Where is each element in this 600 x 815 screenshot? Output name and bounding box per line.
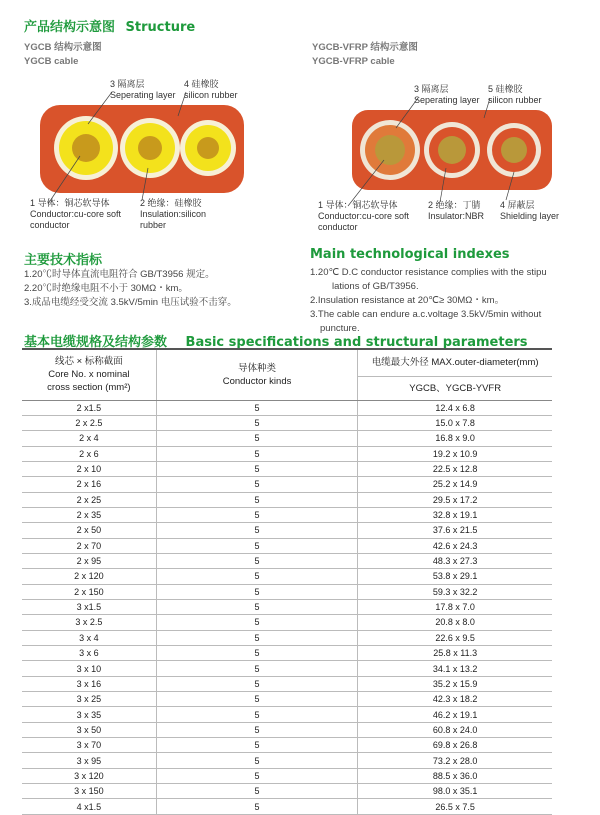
- table-row: [22, 661, 552, 676]
- spec-outer-diameter: 48.3 x 27.3: [358, 553, 552, 568]
- spec-outer-diameter: 46.2 x 19.1: [358, 707, 552, 722]
- table-row: [22, 615, 552, 630]
- spec-core-section: 2 x 120: [22, 569, 156, 584]
- table-row: [22, 707, 552, 722]
- spec-outer-diameter: 35.2 x 15.9: [358, 676, 552, 691]
- spec-core-section: 2 x 4: [22, 431, 156, 446]
- spec-core-section: 2 x 16: [22, 477, 156, 492]
- spec-outer-diameter: 19.2 x 10.9: [358, 446, 552, 461]
- right-label-4-cn: 4 屏蔽层: [500, 200, 535, 210]
- spec-conductor-kind: 5: [156, 584, 358, 599]
- col3-header: 电缆最大外径 MAX.outer-diameter(mm): [358, 350, 552, 376]
- spec-outer-diameter: 29.5 x 17.2: [358, 492, 552, 507]
- spec-outer-diameter: 15.0 x 7.8: [358, 415, 552, 430]
- spec-core-section: 2 x 35: [22, 507, 156, 522]
- spec-outer-diameter: 60.8 x 24.0: [358, 722, 552, 737]
- col3-subheader: YGCB、YGCB-YVFR: [358, 376, 552, 400]
- spec-conductor-kind: 5: [156, 400, 358, 415]
- left-label-1-cn: 1 导体：铜芯软导体: [30, 198, 110, 208]
- spec-core-section: 2 x 2.5: [22, 415, 156, 430]
- spec-outer-diameter: 88.5 x 36.0: [358, 768, 552, 783]
- spec-conductor-kind: 5: [156, 768, 358, 783]
- table-row: [22, 446, 552, 461]
- spec-core-section: 2 x 10: [22, 461, 156, 476]
- table-row: [22, 692, 552, 707]
- spec-core-section: 2 x 95: [22, 553, 156, 568]
- indexes-en-item-2: 2.Insulation resistance at 20℃≥ 30MΩ・km。: [310, 295, 505, 306]
- spec-conductor-kind: 5: [156, 507, 358, 522]
- table-row: [22, 461, 552, 476]
- indexes-en-item-1: 1.20℃ D.C conductor resistance complies with the stipu: [310, 267, 547, 278]
- spec-core-section: 3 x 16: [22, 676, 156, 691]
- right-label-3-cn: 3 隔离层: [414, 84, 449, 94]
- right-cable-name-en: YGCB-VFRP cable: [312, 56, 395, 67]
- spec-core-section: 2 x 6: [22, 446, 156, 461]
- table-row: [22, 768, 552, 783]
- ygcb-vfrp-cable-cross-section: [352, 110, 552, 190]
- spec-core-section: 3 x1.5: [22, 599, 156, 614]
- spec-outer-diameter: 42.3 x 18.2: [358, 692, 552, 707]
- right-label-2-cn: 2 绝缘：丁腈: [428, 200, 481, 210]
- page-title-cn: 产品结构示意图: [24, 20, 116, 35]
- spec-conductor-kind: 5: [156, 492, 358, 507]
- indexes-en-item-3-cont: puncture.: [320, 323, 360, 334]
- right-label-1-en: Conductor:cu-core soft: [318, 211, 410, 221]
- specs-table: [22, 350, 552, 815]
- spec-conductor-kind: 5: [156, 553, 358, 568]
- spec-conductor-kind: 5: [156, 692, 358, 707]
- spec-outer-diameter: 26.5 x 7.5: [358, 799, 552, 814]
- page-title-en: Structure: [125, 20, 196, 35]
- ygcb-cable-cross-section: [40, 105, 244, 193]
- indexes-cn-item-3: 3.成品电缆经受交流 3.5kV/5min 电压试验不击穿。: [24, 297, 237, 308]
- spec-conductor-kind: 5: [156, 569, 358, 584]
- left-label-2-en: Insulation:silicon: [140, 209, 207, 219]
- spec-outer-diameter: 22.5 x 12.8: [358, 461, 552, 476]
- left-label-4-cn: 4 硅橡胶: [184, 79, 219, 89]
- table-row: [22, 415, 552, 430]
- spec-core-section: 3 x 150: [22, 784, 156, 799]
- left-label-3-cn: 3 隔离层: [110, 79, 145, 89]
- spec-conductor-kind: 5: [156, 477, 358, 492]
- spec-core-section: 4 x1.5: [22, 799, 156, 814]
- spec-outer-diameter: 25.2 x 14.9: [358, 477, 552, 492]
- spec-core-section: 3 x 10: [22, 661, 156, 676]
- table-row: [22, 492, 552, 507]
- table-row: [22, 646, 552, 661]
- spec-outer-diameter: 17.8 x 7.0: [358, 599, 552, 614]
- spec-core-section: 2 x1.5: [22, 400, 156, 415]
- spec-core-section: 3 x 4: [22, 630, 156, 645]
- indexes-cn-item-1: 1.20℃时导体直流电阻符合 GB/T3956 规定。: [24, 269, 215, 280]
- table-row: [22, 599, 552, 614]
- table-row: [22, 799, 552, 814]
- col2-header-cn: 导体种类: [238, 362, 277, 374]
- left-label-1-en-2: conductor: [30, 220, 70, 230]
- spec-conductor-kind: 5: [156, 523, 358, 538]
- spec-core-section: 3 x 6: [22, 646, 156, 661]
- spec-conductor-kind: 5: [156, 415, 358, 430]
- spec-outer-diameter: 16.8 x 9.0: [358, 431, 552, 446]
- spec-core-section: 2 x 70: [22, 538, 156, 553]
- indexes-cn-item-2: 2.20℃时绝缘电阻不小于 30MΩ・km。: [24, 283, 188, 294]
- spec-conductor-kind: 5: [156, 799, 358, 814]
- table-row: [22, 553, 552, 568]
- right-label-5-en: silicon rubber: [488, 95, 542, 105]
- left-label-3-en: Seperating layer: [110, 90, 176, 100]
- spec-core-section: 3 x 70: [22, 738, 156, 753]
- spec-conductor-kind: 5: [156, 446, 358, 461]
- right-label-3-en: Seperating layer: [414, 95, 480, 105]
- table-row: [22, 400, 552, 415]
- indexes-en-title: Main technological indexes: [310, 247, 510, 262]
- spec-conductor-kind: 5: [156, 615, 358, 630]
- spec-conductor-kind: 5: [156, 599, 358, 614]
- right-label-1-cn: 1 导体：铜芯软导体: [318, 200, 398, 210]
- table-row: [22, 630, 552, 645]
- left-cable-name-cn: YGCB 结构示意图: [24, 42, 102, 53]
- left-label-1-en: Conductor:cu-core soft: [30, 209, 122, 219]
- spec-conductor-kind: 5: [156, 461, 358, 476]
- spec-core-section: 2 x 150: [22, 584, 156, 599]
- spec-outer-diameter: 25.8 x 11.3: [358, 646, 552, 661]
- table-row: [22, 738, 552, 753]
- spec-conductor-kind: 5: [156, 676, 358, 691]
- spec-conductor-kind: 5: [156, 431, 358, 446]
- spec-outer-diameter: 73.2 x 28.0: [358, 753, 552, 768]
- left-cable-name-en: YGCB cable: [24, 56, 79, 67]
- spec-conductor-kind: 5: [156, 738, 358, 753]
- spec-conductor-kind: 5: [156, 707, 358, 722]
- table-row: [22, 784, 552, 799]
- spec-outer-diameter: 34.1 x 13.2: [358, 661, 552, 676]
- col2-header-en: Conductor kinds: [222, 375, 292, 387]
- right-label-4-en: Shielding layer: [500, 211, 560, 221]
- col1-header-cn: 线芯 × 标称截面: [54, 356, 123, 368]
- spec-outer-diameter: 22.6 x 9.5: [358, 630, 552, 645]
- left-label-2-en-2: rubber: [140, 220, 167, 230]
- spec-outer-diameter: 42.6 x 24.3: [358, 538, 552, 553]
- spec-core-section: 3 x 2.5: [22, 615, 156, 630]
- spec-conductor-kind: 5: [156, 722, 358, 737]
- specs-title-cn: 基本电缆规格及结构参数: [24, 335, 168, 350]
- spec-core-section: 2 x 50: [22, 523, 156, 538]
- table-row: [22, 569, 552, 584]
- spec-outer-diameter: 69.8 x 26.8: [358, 738, 552, 753]
- right-label-5-cn: 5 硅橡胶: [488, 84, 523, 94]
- spec-conductor-kind: 5: [156, 630, 358, 645]
- col1-header-en: Core No. x nominal: [48, 369, 130, 381]
- spec-outer-diameter: 37.6 x 21.5: [358, 523, 552, 538]
- left-label-4-en: silicon rubber: [184, 90, 238, 100]
- spec-core-section: 2 x 25: [22, 492, 156, 507]
- left-label-2-cn: 2 绝缘：硅橡胶: [140, 198, 202, 208]
- spec-core-section: 3 x 50: [22, 722, 156, 737]
- table-row: [22, 753, 552, 768]
- spec-outer-diameter: 53.8 x 29.1: [358, 569, 552, 584]
- spec-core-section: 3 x 25: [22, 692, 156, 707]
- spec-core-section: 3 x 95: [22, 753, 156, 768]
- table-row: [22, 722, 552, 737]
- table-row: [22, 507, 552, 522]
- spec-outer-diameter: 32.8 x 19.1: [358, 507, 552, 522]
- right-cable-name-cn: YGCB-VFRP 结构示意图: [312, 42, 418, 53]
- table-row: [22, 538, 552, 553]
- indexes-cn-title: 主要技术指标: [24, 253, 103, 268]
- table-row: [22, 584, 552, 599]
- indexes-en-item-3: 3.The cable can endure a.c.voltage 3.5kV/5min without: [310, 309, 542, 320]
- spec-outer-diameter: 20.8 x 8.0: [358, 615, 552, 630]
- spec-outer-diameter: 98.0 x 35.1: [358, 784, 552, 799]
- spec-conductor-kind: 5: [156, 646, 358, 661]
- table-row: [22, 676, 552, 691]
- table-row: [22, 431, 552, 446]
- spec-outer-diameter: 12.4 x 6.8: [358, 400, 552, 415]
- right-label-1-en-2: conductor: [318, 222, 358, 232]
- spec-outer-diameter: 59.3 x 32.2: [358, 584, 552, 599]
- right-label-2-en: Insulator:NBR: [428, 211, 485, 221]
- col1-header-en-2: cross section (mm²): [47, 382, 131, 394]
- specs-title-en: Basic specifications and structural parameters: [185, 335, 528, 350]
- table-row: [22, 477, 552, 492]
- indexes-en-item-1-cont: lations of GB/T3956.: [332, 281, 419, 292]
- spec-core-section: 3 x 120: [22, 768, 156, 783]
- spec-core-section: 3 x 35: [22, 707, 156, 722]
- table-row: [22, 523, 552, 538]
- spec-conductor-kind: 5: [156, 661, 358, 676]
- spec-conductor-kind: 5: [156, 538, 358, 553]
- spec-conductor-kind: 5: [156, 753, 358, 768]
- spec-conductor-kind: 5: [156, 784, 358, 799]
